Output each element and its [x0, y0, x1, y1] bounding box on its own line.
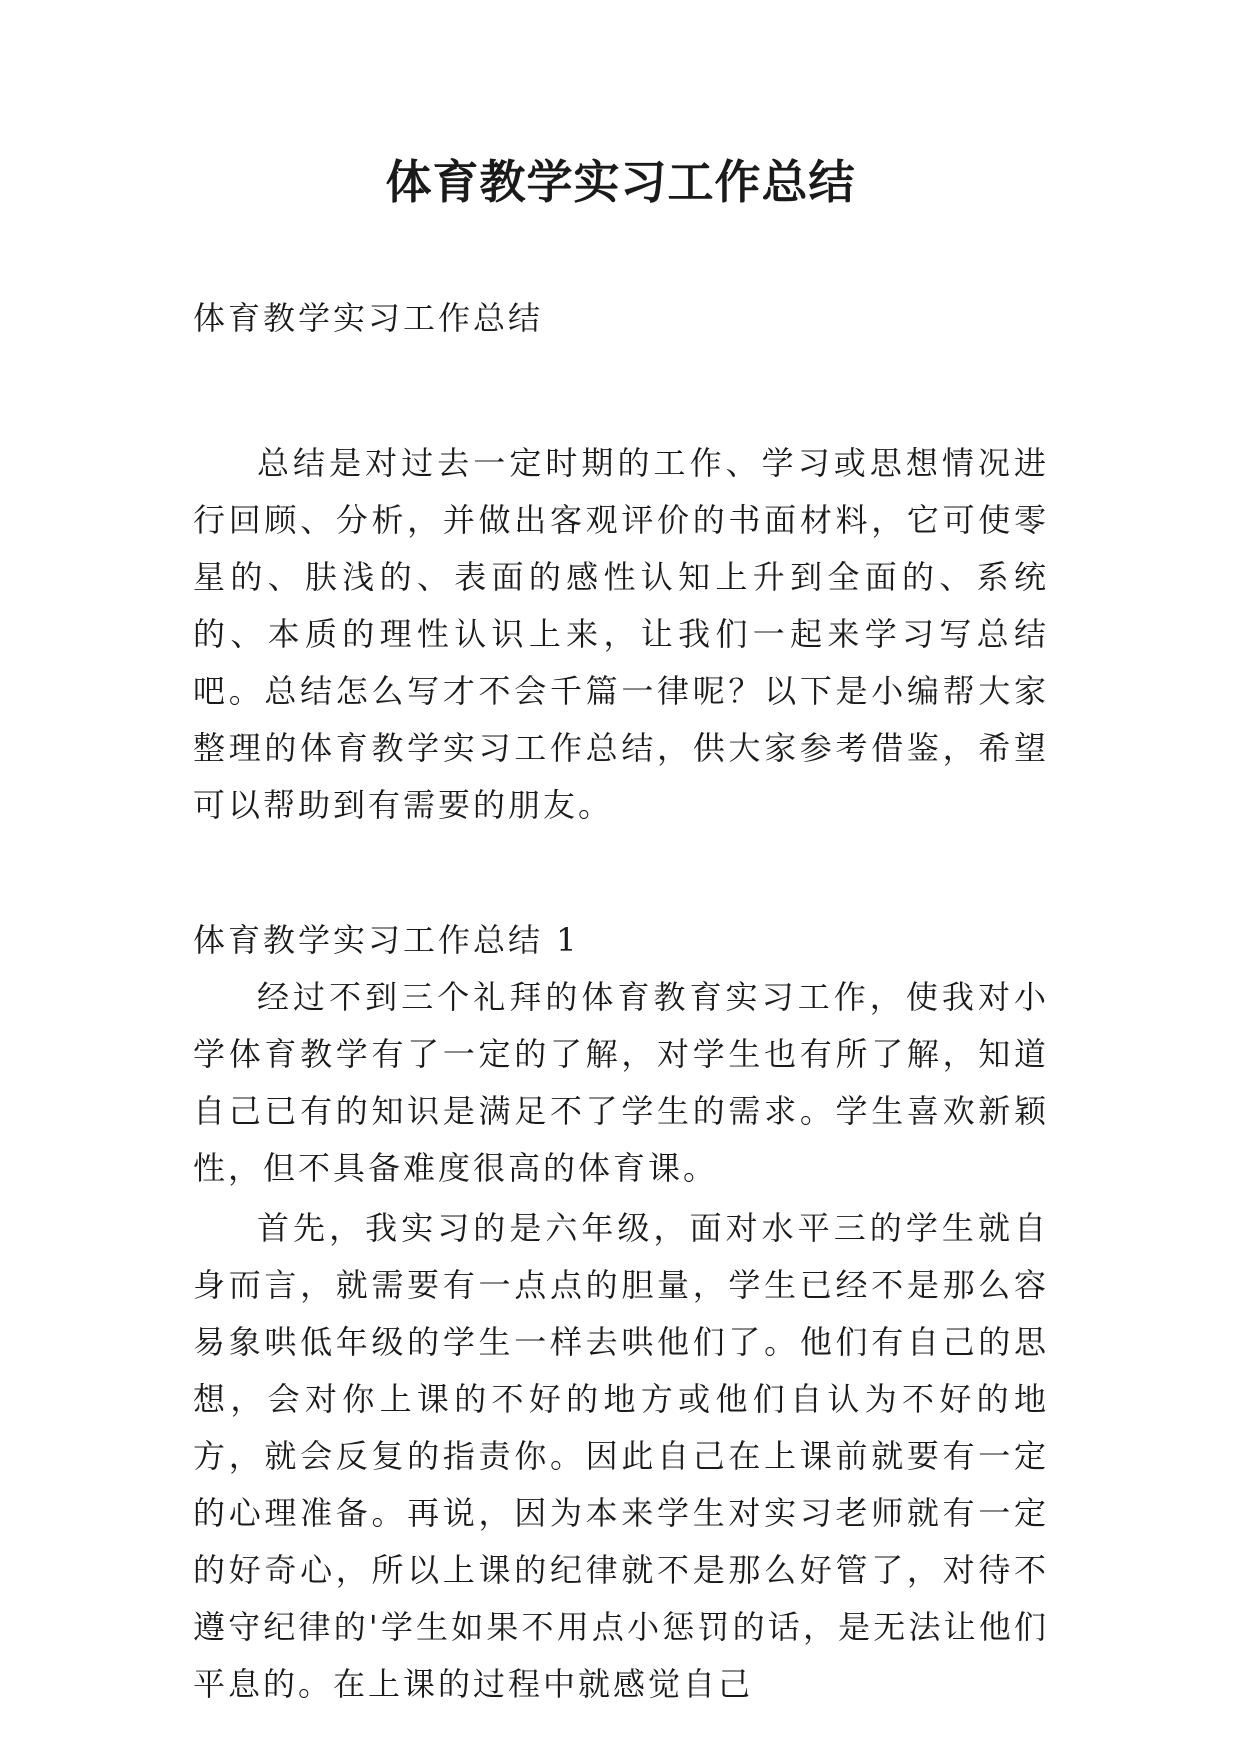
body-paragraph-2: 首先，我实习的是六年级，面对水平三的学生就自身而言，就需要有一点点的胆量，学生已经不是那么容易象哄低年级的学生一样去哄他们了。他们有自己的思想，会对你上课的不好的地方或他们自认为不好的地方，就会反复的指责你。因此自己在上课前就要有一定的心理准备。再说，因为本来学生对实习老师就有一定的好奇心，所以上课的纪律就不是那么好管了，对待不遵守纪律的'学生如果不用点小惩罚的话，是无法让他们平息的。在上课的过程中就感觉自己	[193, 1209, 1049, 1703]
document-title: 体育教学实习工作总结	[385, 155, 856, 209]
document-body	[193, 290, 1049, 1713]
spacer	[193, 347, 1049, 435]
intro-paragraph: 总结是对过去一定时期的工作、学习或思想情况进行回顾、分析，并做出客观评价的书面材料，它可使零星的、肤浅的、表面的感性认知上升到全面的、系统的、本质的理性认识上来，让我们一起来学习写总结吧。总结怎么写才不会千篇一律呢？以下是小编帮大家整理的体育教学实习工作总结，供大家参考借鉴，希望可以帮助到有需要的朋友。	[193, 444, 1049, 824]
spacer	[193, 834, 1049, 912]
document-subtitle: 体育教学实习工作总结	[193, 299, 544, 337]
body-paragraph-1: 经过不到三个礼拜的体育教育实习工作，使我对小学体育教学有了一定的了解，对学生也有所了解，知道自己已有的知识是满足不了学生的需求。学生喜欢新颖性，但不具备难度很高的体育课。	[193, 978, 1049, 1187]
section-heading: 体育教学实习工作总结 1	[193, 921, 580, 959]
